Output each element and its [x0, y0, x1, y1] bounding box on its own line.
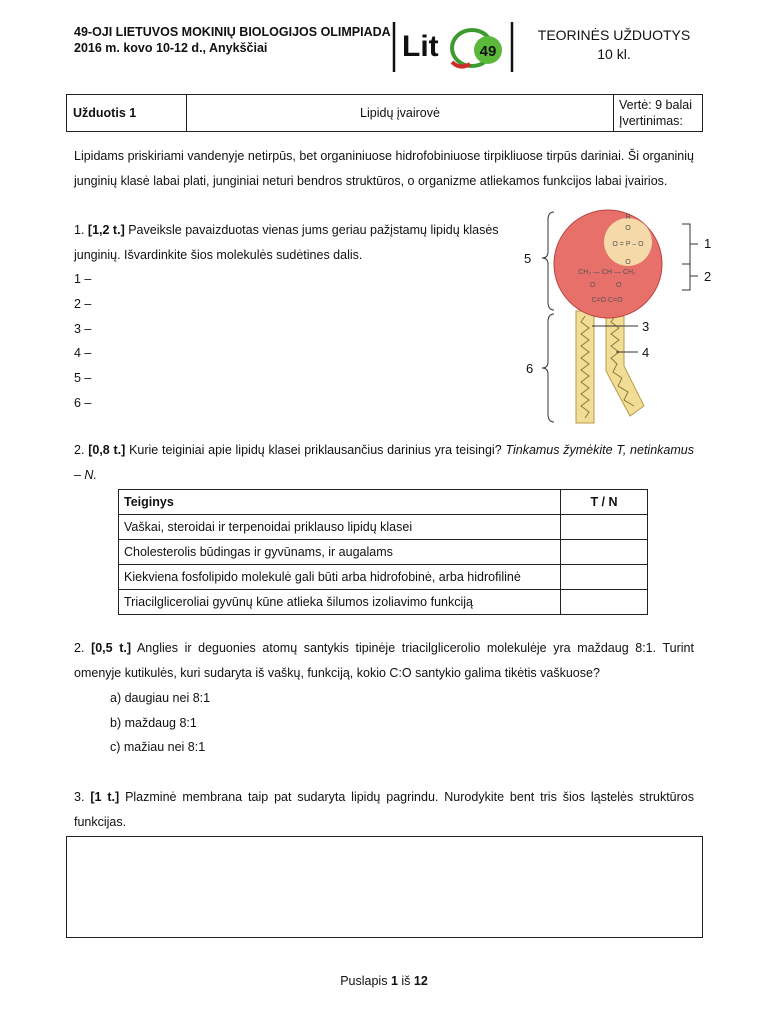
- question-1-score: [1,2 t.]: [87, 223, 125, 237]
- footer-prefix: Puslapis: [340, 974, 388, 988]
- question-4: [74, 785, 694, 834]
- statement-cell: Vaškai, steroidai ir terpenoidai priklauso lipidų klasei: [119, 515, 561, 540]
- statement-cell: Cholesterolis būdingas ir gyvūnams, ir augalams: [119, 540, 561, 565]
- tn-answer-cell[interactable]: [561, 540, 648, 565]
- phosphate-text: O = P – O: [612, 241, 644, 248]
- question-3-body: Anglies ir deguonies atomų santykis tipinėje triacilglicerolio molekulėje yra maždaug 8:1. Turint omenyje kutikulės, kuri sudaryta iš vaškų, funkciją, kokio C:O santykio galima tikėtis vaškuose?: [74, 641, 694, 680]
- footer-separator: iš: [401, 974, 411, 988]
- carbonyl-text: C=O C=O: [591, 297, 623, 304]
- answer-line-2[interactable]: 2 –: [74, 297, 92, 312]
- section-title: TEORINĖS UŽDUOTYS: [537, 27, 691, 43]
- answer-line-5[interactable]: 5 –: [74, 371, 92, 386]
- task-header-table: [66, 94, 703, 132]
- task-score-cell: [614, 97, 709, 129]
- question-3-number: 2.: [74, 641, 85, 655]
- question-2: [74, 438, 694, 487]
- intro-paragraph: Lipidams priskiriami vandenyje netirpūs, bet organiniuose hidrofobiniuose tirpikliuose tirpūs dariniai. Ši organinių junginių klasė labai plati, junginiai neturi bendros struktūros, o organizme atliekamos funkcijos labai įvairios.: [74, 149, 694, 188]
- option-a[interactable]: a) daugiau nei 8:1: [110, 691, 211, 705]
- option-c[interactable]: c) mažiau nei 8:1: [110, 740, 206, 755]
- task-topic: Lipidų įvairovė: [187, 95, 614, 131]
- true-false-table: [118, 489, 648, 615]
- task-label: Užduotis 1: [67, 95, 187, 131]
- question-1-body: Paveiksle pavaizduotas vienas jums geriau pažįstamų lipidų klasės junginių. Išvardinkite šios molekulės sudėtines dalis.: [74, 223, 499, 262]
- table-row: [119, 540, 648, 565]
- question-1-answers: [74, 267, 514, 415]
- logo-number: 49: [479, 43, 497, 60]
- label-1: 1: [704, 236, 712, 251]
- answer-line-6[interactable]: 6 –: [74, 395, 92, 410]
- tn-answer-cell[interactable]: [561, 515, 648, 540]
- question-3-score: [0,5 t.]: [91, 641, 132, 655]
- footer-total-pages: 12: [413, 974, 428, 988]
- answer-line-4[interactable]: 4 –: [74, 346, 92, 361]
- tn-header: T / N: [561, 490, 648, 515]
- label-4: 4: [642, 345, 650, 360]
- brace-5: [542, 212, 554, 310]
- tn-answer-cell[interactable]: [561, 565, 648, 590]
- grade: 10 kl.: [597, 46, 631, 62]
- task-points: Vertė: 9 balai: [619, 98, 692, 112]
- table-row: [119, 590, 648, 615]
- table-header-row: [119, 490, 648, 515]
- question-4-number: 3.: [74, 790, 85, 804]
- question-3-options: [110, 686, 210, 760]
- statement-cell: Kiekviena fosfolipido molekulė gali būti arba hidrofobinė, arba hidrofilinė: [119, 565, 561, 590]
- label-6: 6: [526, 361, 534, 376]
- tn-answer-cell[interactable]: [561, 590, 648, 615]
- option-b[interactable]: b) maždaug 8:1: [110, 715, 197, 730]
- ester-left-text: O: [590, 282, 596, 289]
- label-5: 5: [524, 251, 532, 266]
- question-1-text: [74, 218, 514, 267]
- table-row: [119, 565, 648, 590]
- date-place: 2016 m. kovo 10-12 d., Anykščiai: [74, 41, 268, 55]
- label-3: 3: [642, 319, 650, 334]
- o-top-text: O: [625, 225, 631, 232]
- page-footer: [0, 974, 768, 988]
- question-4-body: Plazminė membrana taip pat sudaryta lipidų pagrindu. Nurodykite bent tris šios ląstelės struktūros funkcijas.: [74, 790, 694, 829]
- statement-cell: Triacilgliceroliai gyvūnų kūne atlieka šilumos izoliavimo funkciją: [119, 590, 561, 615]
- question-1: [74, 218, 514, 416]
- question-2-instruction: Tinkamus žymėkite T, netinkamus – N.: [74, 443, 694, 482]
- question-4-score: [1 t.]: [90, 790, 120, 804]
- answer-line-3[interactable]: 3 –: [74, 321, 92, 336]
- label-2: 2: [704, 269, 712, 284]
- answer-line-1[interactable]: 1 –: [74, 272, 92, 287]
- logo-text: Lit: [402, 30, 439, 63]
- question-2-body: Kurie teiginiai apie lipidų klasei priklausančius darinius yra teisingi?: [129, 443, 502, 457]
- ester-right-text: O: [616, 282, 622, 289]
- statement-header: Teiginys: [119, 490, 561, 515]
- task-grading: Įvertinimas:: [619, 114, 683, 128]
- question-2-number: 2.: [74, 443, 85, 457]
- olympiad-logo: [390, 20, 518, 74]
- bracket-1: [682, 224, 698, 264]
- brace-6: [542, 314, 554, 422]
- question-1-number: 1.: [74, 223, 85, 237]
- answer-box[interactable]: [66, 836, 703, 938]
- r-group-text: R: [625, 214, 631, 221]
- bracket-2: [682, 264, 698, 290]
- header-left: [74, 24, 391, 56]
- o-bottom-text: O: [625, 259, 631, 266]
- olympiad-title: 49-OJI LIETUVOS MOKINIŲ BIOLOGIJOS OLIMPIADA: [74, 25, 391, 39]
- table-row: [119, 515, 648, 540]
- phospholipid-diagram: [512, 206, 732, 428]
- question-2-score: [0,8 t.]: [88, 443, 126, 457]
- question-3: [74, 636, 694, 685]
- glycerol-text: CH₂ — CH — CH₂: [578, 269, 636, 276]
- header-right: [524, 26, 704, 64]
- footer-page-number: 1: [390, 974, 398, 988]
